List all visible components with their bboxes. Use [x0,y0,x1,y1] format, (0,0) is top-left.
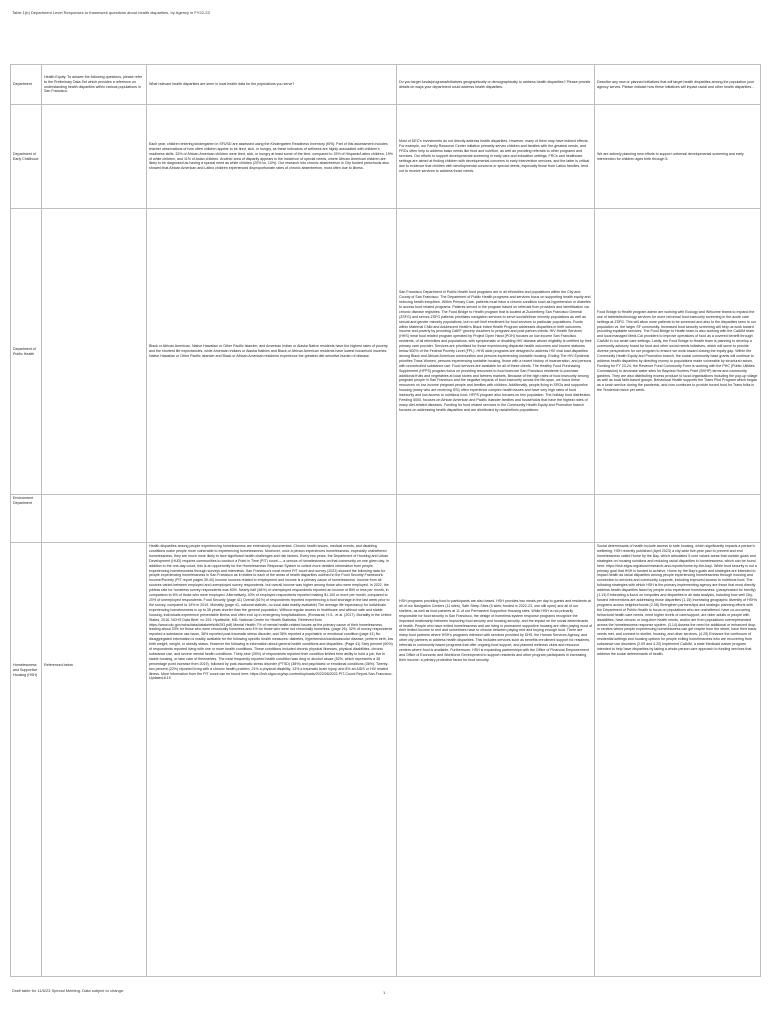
initiatives-cell [595,495,761,543]
disparities-cell: Health disparities among people experiencing homelessness are extensively documented. Chronic health issues, medical events, and disabling conditions make people more vulnerable to experiencing homelessness. Moreover, once a person experiences homelessness, especially unsheltered homelessness, they are much more likely to face significant health challenges and risk factors. Every two years, the Department of Housing and Urban Development (HUD) requires communities to conduct a Point in Time (PIT) count — a census of homelessness on that community on one given day. In addition to the one-day count, this is an opportunity for the Homelessness Response System to collect more detailed information from people experiencing homelessness through surveys and interviews. San Francisco's most recent PIT count and survey (2022) showed the following data for people experiencing homelessness in San Francisco as it relates to each of the areas of health disparities outlined in the Food Security Framework: Income/Poverty (PIT report pages 39-40) Income sources related to employment and income is a primary cause of homelessness. Income from all sources varied between employed and unemployed survey respondents, but overall income was higher among those who were employed. In 2022, the jobless rate for homeless survey respondents was 83%. Nearly half (48%) of unemployed respondents reported an income of $99 or less per month, in comparison to 6% of those who were employed. Alternatively, 40% of employed respondents reported making $1,100 or more per month, compared to 20% of unemployed respondents. Food Security (page 41) Overall (61%) of respondents reported experiencing a food shortage in the last week prior to the survey, compared to 19% in 2019. Mortality (page 41, national statistic, no local data readily available) The average life expectancy for individuals experiencing homelessness is up to 36 years shorter than the general population. Without regular access to healthcare and without safe and stable housing, individuals experience preventable illness and often end up in emergency hospitalizations. (Roncarati, H.S., et al. (2017). Mortality in the United States, 2016. NCHS Data Brief, no 293. Hyattsville, MD: National Center for Health Statistics. Retrieved from https://www.cdc.gov/nchs/data/databriefs/db293.pdf) Mental Health 7% of mental health-related issues as the primary cause of their homelessness, leading about 33% for those who were chronically homeless and 4% for those who were not chronically homeless. (page 26). 32% of survey respondents reported a substance use issue, 38% reported post-traumatic stress disorder, and 36% reported a psychiatric or emotional condition (page 41) No disaggregated information is readily available for the following specific health measures: diabetes, hypertension/cardiovascular disease, preterm birth, low birth weight, weight, or obesity status. However the following is information about general health conditions and disparities. (Page 41) Sixty percent (60%) of respondents reported living with one or more health conditions. These conditions included chronic physical illnesses, physical disabilities, chronic substance use, and severe mental health conditions. Thirty-nine (39%) of respondents reported their condition limited their ability to hold a job, live in stable housing, or take care of themselves. The most frequently reported health condition was drug or alcohol abuse (52%, which represents a 38 percentage point increase from 2019), followed by post-traumatic stress disorder (PTSD) (38%) and psychiatric or emotional conditions (36%). Twenty-two percent (22%) reported living with a chronic health problem, 21% a physical disability, 13% a traumatic brain injury, and 8% an AIDS or HIV related illness. More information from the PIT count can be found here: https://hsh.sfgov.org/wp-content/uploads/2022/08/2022-PIT-Count-Report-San-Francisco-Updated-8.19 [147,543,397,977]
table-caption: Table 1(b) Department Level Responses to framework questions about health disparities, by Agency in FY22-23 [12,10,210,15]
header-relevant-disparities: What relevant health disparities are seen in local health data for the populations you serve? [147,65,397,105]
header-row [11,65,761,105]
health-equity-cell [42,495,147,543]
header-new-initiatives: Describe any new or planned initiatives that will target health disparities among the population your agency serves. Please indicate how these initiatives will impact racial and other health disparities... [595,65,761,105]
health-equity-cell: Referenced below [42,543,147,977]
department-cell: Environment Department [11,495,42,543]
table-row [11,543,761,977]
health-disparities-table [10,64,761,977]
target-funds-cell: Most of DEC's investments do not directly address health disparities. However, many of them may have indirect effects. For example, our Family Resource Center initiative primarily serves children and families with the greatest needs, and FRCs often help to address basic needs like food and nutrition, as well as providing referrals to other programs and services. Our efforts to support developmental screening in early care and education settings, FRCs and healthcare settings are aimed at finding children with developmental concerns to early intervention services, and the latter is critical due to evidence that children with developmental concerns or special needs, especially those from Latino families, tend not to receive services to address those needs. [397,105,595,209]
table-row [11,209,761,495]
department-cell: Homelessness and Supportive Housing (HSH) [11,543,42,977]
target-funds-cell: San Francisco Department of Public Health food programs are in all ethnicities and populations within the City and County of San Francisco. The Department of Public Health programs and services focus on supporting health equity and reducing health inequities. Within Primary Care, patients must have a chronic condition such as hypertension or diabetes to access food related programs. Patients served in the program based on referrals from providers and identification via chronic disease registries. The Food Bridge to Health program that is located at Zuckerberg San Francisco General (ZSFG) and serves ZSFG patients prioritizes navigation services to serve social/ethnic minority populations as well as sexual and gender minority populations, but no set limit enrollment for food services to particular populations. Funds within Maternal Child and Adolescent Health's Black Infant Health Program addresses disparities in birth outcomes, income and poverty by providing CalEF grocery vouchers to pregnant and post partum clients. HIV Health Services' (HHS) meal food related program operated by Project Open Hand (POH) focuses on low income San Francisco residents, of all ethnicities and populations, with symptomatic or disabling HIV disease whose eligibility is certified by their primary care provider. Services are prioritized for those experiencing disparate health outcomes and income statuses below 500% of the Federal Poverty Level (FPL). HHS wide programs are designed to address HIV viral load disparities among Black and African American communities and persons experiencing unstable housing. Ending The HIV Epidemic priorities Trans Women, persons experiencing unstable housing, those with a recent history of incarceration, and persons with uncontrolled substance use. Food services are available for all of these clients. The Healthy Food Purchasing Supplement (HFPS) program focus on providing resources to food insecure San Francisco residents to purchase additional fruits and vegetables at local stores and farmers markets. Because of the high rates of food insecurity among pregnant people in San Francisco and the negative impacts of food insecurity across the life-span, we focus these resources on low income pregnant people and families with children. Additionally, people living in SROs and supportive housing (many who are receiving SSI) often experience complex health issues and have very high rates of food insecurity and low access to nutritious food. HFPS program also focuses on this population. The holiday food distribution, Feeding 5000, focuses on African American and Pacific Islander families and households that have the highest rates of many diet-related diseases. Funding for food related services in the Community Health Equity and Promotion branch focuses on addressing health disparities and are distributed by racial/ethnic populations. [397,209,595,495]
initiatives-cell: We are actively planning new efforts to support universal developmental screening and early intervention for children ages birth through 5. [595,105,761,209]
initiatives-cell: Food Bridge to Health program admin are working with Ecology and Welcome teams to expand the use of tablets/technology services for more universal food insecurity screening in the acute care settings at ZSFG. This will allow more patients to be screened and also to the disparities seen in our population vs. the larger SF community. Increased food security screening will help us work toward providing equitable services. The Food Bridge to Health team is also working with the CalAIM team and local managed Medi-Cal providers to improve operations of food as a covered benefit through CalAIM in our acute care settings. Lastly, the Food Bridge to Health team is planning to develop a community advisory board for food and other social needs initiatives, which will serve to provide diverse perspectives for our program to ensure we work toward closing the equity gap. Within the Community Health Equity and Promotion branch, the social community base grants will continue to address health disparities by directing money to populations made vulnerable by structural racism. Funding for FY 23-24, the Revenue Fund Community Form is working with the PHC (Public Utilities Commission) to decrease water sites for Bayview Hunters Point (BVHP) farms and community gardens. They are also distributing excess produce to local organizations including the pop-up village as well as local faith-based groups. Behavioral Health supports the Trans Pilot Program which began as a lunch service during the pandemic, and now continues to provide boxed food for Trans folks in the Tenderloin twice per week. [595,209,761,495]
health-equity-cell [42,209,147,495]
department-cell: Department of Public Health [11,209,42,495]
table-row [11,105,761,209]
initiatives-cell: Social determinants of health include access to safe housing, which significantly impacts a person's wellbeing. HSH recently published (April 2023) a city-wide five-year plan to prevent and end homelessness called Home by the Bay, which articulates 5 core values areas that contain goals and strategies on housing solutions and reducing racial disparities in homelessness, which can be found here: https://hsh.sfgov.org/about/research-and-reports/home-by-the-bay/. While food security is not a primary goal that HSH is funded to achieve, Home by the Bay's goals and strategies are intended to impact health as racial disparities among people experiencing homelessness through housing and connection to services and community supports, including improved access to nutritious food. The following strategies with which HSH is the primary implementing agency are those that most directly address health disparities faced by people who experience homelessness: (paraphrased for brevity) (1.13) Embedding a focus on inequities and disparities in all data analysis, including how well City-funded interventions are addressing those disparities (1.15) Increasing geographic diversity of HSH's programs across neighborhoods (2.08) Strengthen partnerships and strategic planning efforts with the Department of Public Health to focus on populations who are unsheltered, have co-occurring behavioral health care needs, need higher levels of care/support, are older adults or people with disabilities, have chronic or long-term health needs, and/or are from populations overrepresented across the homelessness response system. (3.14) Assess the need for additional or enhanced drop-in centers where people experiencing homelessness can get respite from the street, have their basic needs met, and connect to shelter, housing, and other services. (4.25) Enhance the continuum of residential settings and housing options for people exiting homelessness who are recovering from substance use disorders (2.09 and 4.20) Implement CalAIM, a state Medicaid waiver program intended to help have disparities by taking a whole-person care approach to funding services that address the social determinants of health. [595,543,761,977]
table-row [11,495,761,543]
header-health-equity: Health Equity: To answer the following questions, please refer to the Preliminary Data Set which provides a reference on understanding health disparities within various populations in San Francisco. [42,65,147,105]
page-number: 1 [383,990,386,995]
footer-note: Draft table for 11/6/23 Special Meeting. Data subject to change. [12,988,125,993]
target-funds-cell: HSH programs providing food to participants are also based. HSH provides two meals per day to guests and residents at all of our Navigation Centers (11 sites), Safe Sleep Sites (6 sites; funded in 2022-23, one still open) and all of our shelters, as well as food pantries at 11 of our Permanent Supportive Housing sites. While HSH is not primarily responsible for food security in San Francisco, the design of homeless system response programs recognize the important relationship between improving food security and housing security, and the impact on the social determinants of health. People who have exited homelessness and are living in permanent supportive housing are often paying most of their limited income to rent and sometimes have to choose between paying rent and buying enough food. There are many food partners where HSH's programs intersect with services provided by DHS, the Human Services Agency, and other city partners to address health disparities. This includes services such as benefits enrollment support for residents, referrals to community based programs that offer ongoing food support, and planned wellness clubs and resource centers where food is available. Furthermore, HSH is expanding partnerships with the Office of Financial Empowerment and Office of Economic and Workforce Development to support residents and other program participants in increasing their income: a primary protective factor for food security. [397,543,595,977]
header-department: Department [11,65,42,105]
disparities-cell [147,495,397,543]
department-cell: Department of Early Childhood [11,105,42,209]
disparities-cell: Black or African American, Native Hawaiian or Other Pacific Islander, and American Indian or Alaska Native residents have the highest rates of poverty and the shortest life expectancies, while American Indians or Alaska Natives and Black or African American residents have lowest household incomes. Native Hawaiian or Other Pacific Islander and Black or African American residents experience the greatest diet sensitive burden of disease. [147,209,397,495]
target-funds-cell [397,495,595,543]
disparities-cell: Each year, children entering kindergarten in SFUSD are assessed using the Kindergarten Readiness Inventory (KRI). Part of this assessment includes teacher observations of how often children appear to be tired, sick, or hungry, as these indicators of wellness are highly associated with children's readiness skills. 33% of African American children were tired, sick, or hungry at least some of the time, compared to 15% of Hispanic/Latino children, 19% of white children, and 11% of Asian children. Another area of disparity appears in the incidence of special needs, where African American children are likely to be diagnosed as having a special need as white children (20% vs. 10%). Our research into chronic absenteeism in City funded preschools also showed that African American and Latino children experienced disproportionate rates of chronic absenteeism, most often due to illness. [147,105,397,209]
header-target-funds: Do you target funds/programs/initiatives geographically or demographically to address health disparities? Please provide details on ways your department could address health disparities. [397,65,595,105]
health-equity-cell [42,105,147,209]
